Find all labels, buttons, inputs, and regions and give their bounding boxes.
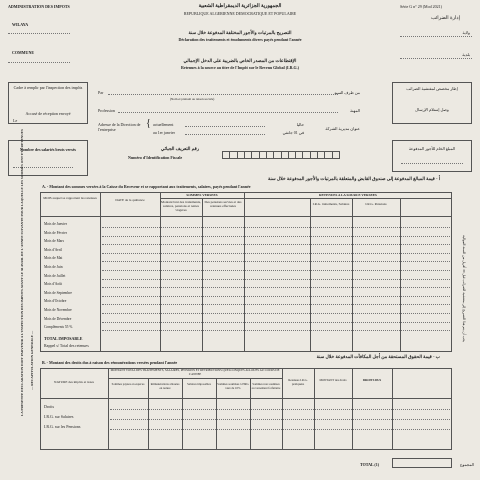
- month-row-entry[interactable]: [102, 227, 450, 228]
- section-b-title: B. - Montant des droits dus à raison des rémunérations versées pendant l'année: [42, 360, 178, 365]
- section-a-header-line: [40, 216, 452, 217]
- adresse-brace: {: [146, 118, 151, 129]
- col-line-4: [244, 192, 245, 352]
- b-row-line-3: [110, 429, 450, 430]
- month-row-entry[interactable]: [102, 304, 450, 305]
- b-sub-3: Sommes soumises à l'IRG taux de 10%: [217, 382, 249, 390]
- profession-field[interactable]: [118, 112, 338, 113]
- inspection-cachet-box: [8, 82, 88, 124]
- b-col-line-3: [182, 378, 183, 450]
- arabic-ret-title: الإقتطاعات من المصدر الخاص بالضريبة على الدخل الإجمالي: [183, 58, 297, 63]
- sub-irg-header: I.R.G. traitements, Salaires: [312, 202, 350, 206]
- arabic-wilaya: ولاية: [462, 30, 470, 35]
- wilaya-field-line: [8, 33, 70, 34]
- french-republic: REPUBLIQUE ALGERIENNE DEMOCRATIQUE ET POPULAIRE: [183, 11, 297, 16]
- month-row-label: Compléments 55 %: [44, 325, 73, 330]
- month-row-label: Mois de Juillet: [44, 273, 66, 278]
- inspection-box-ar: [392, 82, 472, 124]
- adresse-label: Adresse de la Direction de l'entreprise: [98, 122, 141, 132]
- month-row-label: Mois d'Octobre: [44, 299, 67, 304]
- col-line-6: [352, 198, 353, 352]
- side-note-right: يجب أن يتم هذا التصريح إلى مفتشية الضرائب قبل 30 أفريل من السنة الموالية: [462, 234, 466, 342]
- retenues-subline: [244, 198, 452, 199]
- month-row-entry[interactable]: [102, 270, 450, 271]
- b-total-arabic: المجموع: [460, 462, 474, 467]
- month-row-label: Mois d'Avril: [44, 247, 63, 252]
- month-row-entry[interactable]: [102, 287, 450, 288]
- month-row-entry[interactable]: [102, 279, 450, 280]
- adresse-janvier-field[interactable]: [185, 134, 265, 135]
- side-note-left2: — RECAPITULATION GENERALE —: [30, 330, 34, 390]
- par-field[interactable]: [108, 94, 338, 95]
- total-non-imposable: Rappel s/ Total des retenues: [44, 343, 89, 348]
- month-row-label: Mois d'Août: [44, 282, 62, 287]
- nif-label: Numéro d'Identification Fiscale: [128, 155, 183, 160]
- b-col-line-1: [108, 368, 109, 450]
- arabic-par: من طرف السيد: [334, 90, 360, 95]
- side-note-left: LA PRESENTE DECLARATION DOIT PARVENIR A L'INSPECTION DES IMPOTS AVANT LE 30 AVRIL DE L'ANNEE SUIVANTE POUR LAQUELLE LES SOMMES ONT ETE RETENUES: [20, 129, 24, 416]
- b-row-droits: Droits: [44, 404, 54, 409]
- b-montant-header: MONTANT des droits: [319, 378, 347, 382]
- adresse-actuel-field[interactable]: [185, 126, 265, 127]
- french-decl-title: Déclaration des traitements et émoluments divers payés pendant l'année: [178, 37, 302, 42]
- b-row-irg-salaires: I.R.G. sur Salaires: [44, 414, 74, 419]
- b-sub-4: Sommes non soumises au versement forfaitaire: [251, 382, 281, 390]
- sub-irg2-header: I.R.G. Pensions: [365, 202, 387, 206]
- gross-wages-line: [401, 163, 463, 164]
- b-droits-dus-header: DROITS DUS: [362, 378, 382, 382]
- b-row-irg-pensions: I.R.G. sur les Pensions: [44, 424, 81, 429]
- b-row-line-1: [110, 409, 450, 410]
- par-label: Par: [98, 90, 104, 95]
- arabic-option-janvier: في 01 جانفي: [282, 130, 304, 135]
- col-line-2: [160, 192, 161, 352]
- right-box-3-text: المبلغ الخام للأجور المدفوعة: [408, 146, 456, 151]
- month-row-entry[interactable]: [102, 253, 450, 254]
- b-retenues-header: Retenues I.R.G. pratiquées: [288, 378, 308, 386]
- col-line-7: [400, 198, 401, 352]
- admin-title: ADMINISTRATION DES IMPOTS: [8, 4, 70, 9]
- total-imposable: TOTAL IMPOSABLE: [44, 336, 83, 341]
- col-retenues-header: RETENUES A LA SOURCE VERSEES: [319, 193, 377, 197]
- col-mois-header: MOIS auquel se rapportent les retenues: [43, 196, 97, 200]
- arabic-admin: إدارة الضرائب: [431, 16, 460, 21]
- arabic-commune: بلدية: [462, 52, 470, 57]
- b-total-subline: [108, 378, 282, 379]
- month-row-entry[interactable]: [102, 322, 450, 323]
- b-sub-1: Rémunérations allouées en nature: [150, 382, 180, 390]
- col-line-1: [100, 192, 101, 352]
- month-row-entry[interactable]: [102, 313, 450, 314]
- gross-wages-box-ar: [392, 140, 472, 172]
- option-actuellement: actuellement: [153, 122, 174, 127]
- arabic-decl-title: التصريح بالمرتبات والأجور المختلفة المدفوعة خلال سنة: [188, 30, 292, 35]
- b-header-line: [40, 398, 452, 399]
- b-row-line-2: [110, 419, 450, 420]
- cachet-text: Cadre à remplir par l'inspection des impôts: [13, 85, 83, 90]
- col-line-3: [202, 198, 203, 352]
- month-row-label: Mois de Janvier: [44, 222, 67, 226]
- right-box-2-text: وصل إستلام الإرسال: [415, 107, 449, 112]
- sub-prof-header: Des pensions servies et des retenues effectuées: [204, 200, 242, 208]
- nif-digit-boxes[interactable]: [222, 151, 340, 159]
- month-row-label: Mois de Février: [44, 230, 67, 235]
- arabic-wilaya-line: [400, 36, 472, 37]
- accuse-le: Le: [13, 118, 18, 123]
- arabic-adresse: عنوان مديرية الشركة: [325, 126, 360, 131]
- month-row-label: Mois de Décembre: [44, 316, 72, 321]
- arabic-option-actuel: حاليا: [296, 122, 304, 127]
- option-janvier: au 1er janvier: [153, 130, 175, 135]
- arabic-republic: الجمهورية الجزائرية الديمقراطية الشعبية: [198, 4, 282, 9]
- salaries-count-label: Nombre des salariés bruts versés: [20, 147, 76, 152]
- section-a-arabic-title: أ - قيمة المبالغ المدفوعة إلى صندوق القابض والمتعلقة بالمرتبات والأجور المدفوعة خلال سنة: [267, 176, 440, 181]
- b-total-label: TOTAL (1): [360, 462, 380, 467]
- b-sub-0: Sommes payées en espèces: [111, 382, 145, 386]
- b-nature-header: NATURE des impôts et taxes: [54, 380, 94, 384]
- month-row-label: Mois de Mars: [44, 239, 64, 244]
- col-date-header: DATE de la quittance: [115, 198, 145, 202]
- month-row-label: Mois de Juin: [44, 265, 63, 269]
- sub-brut-header: Montant brut des traitements, salaires, pensions et rentes viagères: [161, 200, 201, 212]
- b-total-header: MONTANT TOTAL DES TRAITEMENTS, SALAIRES, PENSIONS ET RETRIBUTIONS QUELCONQUES ALLOUES AU COURS DE L'ANNEE: [110, 369, 280, 376]
- arabic-nif: رقم التعريف الجبائي: [160, 146, 200, 151]
- b-sub-2: Salaires imposables: [187, 382, 211, 386]
- month-row-entry[interactable]: [102, 236, 450, 237]
- sommes-versees-subline: [160, 198, 244, 199]
- month-row-label: Mois de Novembre: [44, 308, 72, 312]
- section-a-title: A. - Montant des sommes versées à la Caisse du Receveur et se rapportant aux traitements, salaires, payés pendant l'année: [42, 184, 251, 189]
- month-row-label: Mois de Mai: [44, 256, 63, 261]
- french-ret-title: Retenues à la source au titre de l'Impôt sur le Revenu Global (I.R.G.): [181, 65, 299, 70]
- series-number: Série G n° 29 (Mod 2021): [400, 4, 442, 9]
- accuse-text: Accusé de réception envoyé: [25, 111, 71, 116]
- col-sommes-header: SOMMES VERSEES: [186, 193, 218, 197]
- col-line-5: [310, 198, 311, 352]
- month-row-entry[interactable]: [102, 261, 450, 262]
- par-hint: (Nom et prénom ou raison sociale): [170, 97, 215, 101]
- month-row-entry[interactable]: [102, 244, 450, 245]
- wilaya-label: WILAYA: [12, 22, 29, 27]
- month-row-label: Mois de Septembre: [44, 290, 72, 295]
- month-row-entry[interactable]: [102, 296, 450, 297]
- section-b-arabic-title: ب - قيمة الحقوق المستحقة من أجل المكافآت المدفوعة خلال سنة: [316, 354, 440, 359]
- commune-label: COMMUNE: [12, 50, 34, 55]
- arabic-profession: المهنة: [350, 108, 360, 113]
- month-row-entry[interactable]: [102, 330, 450, 331]
- right-box-1-text: إطار مخصص لمفتشية الضرائب: [406, 86, 458, 91]
- profession-label: Profession: [98, 108, 115, 113]
- arabic-commune-line: [400, 58, 472, 59]
- b-total-box[interactable]: [392, 458, 452, 468]
- commune-field-line: [8, 62, 70, 63]
